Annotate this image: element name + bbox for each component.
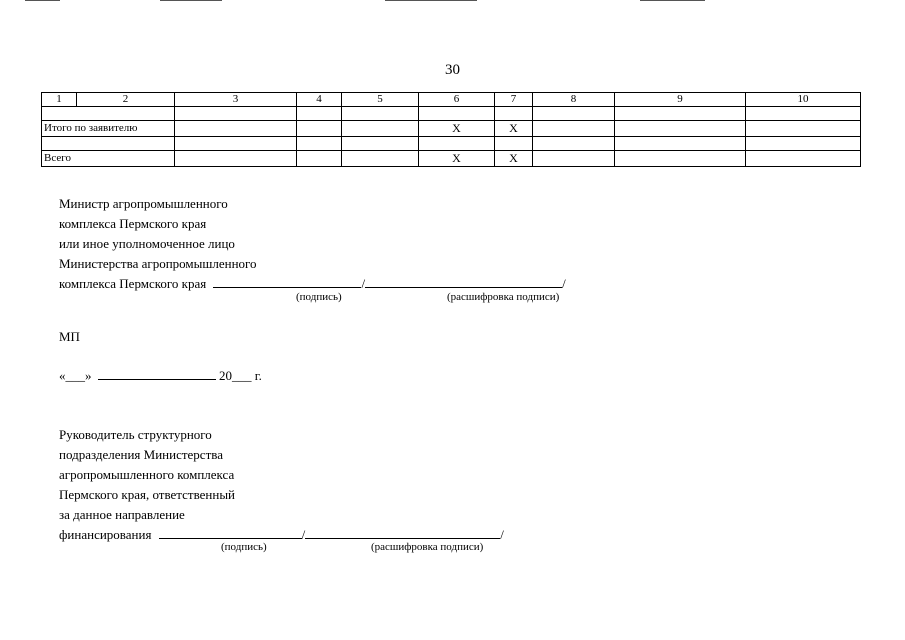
scan-artifact-line <box>25 0 60 1</box>
date-day: «___» <box>59 368 92 383</box>
text-line: агропромышленного комплекса <box>59 467 235 482</box>
header-cell: 9 <box>615 93 746 107</box>
caption-signature-decode: (расшифровка подписи) <box>371 541 484 553</box>
signature-decode-field <box>365 275 562 288</box>
scan-artifact-line <box>640 0 705 1</box>
text-line: комплекса Пермского края <box>59 216 207 231</box>
scan-artifact-line <box>160 0 222 1</box>
header-cell: 7 <box>495 93 533 107</box>
caption-signature: (подпись) <box>221 541 267 553</box>
header-cell: 6 <box>419 93 495 107</box>
signature-decode-field <box>305 526 500 539</box>
page-number: 30 <box>445 62 460 78</box>
row-label: Итого по заявителю <box>42 121 175 137</box>
table-cell: Х <box>495 151 533 167</box>
text-line: Пермского края, ответственный <box>59 487 236 502</box>
date-month-field <box>98 367 216 380</box>
caption-signature-decode: (расшифровка подписи) <box>447 291 560 303</box>
table-cell: Х <box>495 121 533 137</box>
caption-signature: (подпись) <box>296 291 342 303</box>
date-line <box>59 366 262 386</box>
signature-field <box>159 526 302 539</box>
table-cell: Х <box>419 121 495 137</box>
text-line: или иное уполномоченное лицо <box>59 236 235 251</box>
header-cell: 10 <box>746 93 861 107</box>
signature-field <box>213 275 361 288</box>
row-label: Всего <box>42 151 175 167</box>
row-label <box>42 137 175 151</box>
scan-artifact-line <box>385 0 477 1</box>
signature-line: финансирования / / <box>59 527 504 542</box>
data-table <box>41 92 861 167</box>
minister-signature-block <box>59 194 566 294</box>
header-cell: 5 <box>342 93 419 107</box>
header-cell: 3 <box>175 93 297 107</box>
signature-line: комплекса Пермского края / / <box>59 276 566 291</box>
stamp-label: МП <box>59 329 80 344</box>
header-cell: 1 <box>42 93 77 107</box>
table-header-row <box>42 93 861 107</box>
table-row <box>42 107 861 121</box>
text-line: Министр агропромышленного <box>59 196 228 211</box>
text-line: за данное направление <box>59 507 185 522</box>
head-signature-block <box>59 425 504 545</box>
text-line: Министерства агропромышленного <box>59 256 257 271</box>
header-cell: 8 <box>533 93 615 107</box>
table-row <box>42 121 861 137</box>
text-line: комплекса Пермского края <box>59 276 207 291</box>
table-row <box>42 151 861 167</box>
text-line: финансирования <box>59 527 152 542</box>
header-cell: 2 <box>77 93 175 107</box>
table-row <box>42 137 861 151</box>
text-line: Руководитель структурного <box>59 427 212 442</box>
row-label <box>42 107 175 121</box>
table-cell: Х <box>419 151 495 167</box>
date-year: 20___ г. <box>219 368 262 383</box>
text-line: подразделения Министерства <box>59 447 223 462</box>
header-cell: 4 <box>297 93 342 107</box>
